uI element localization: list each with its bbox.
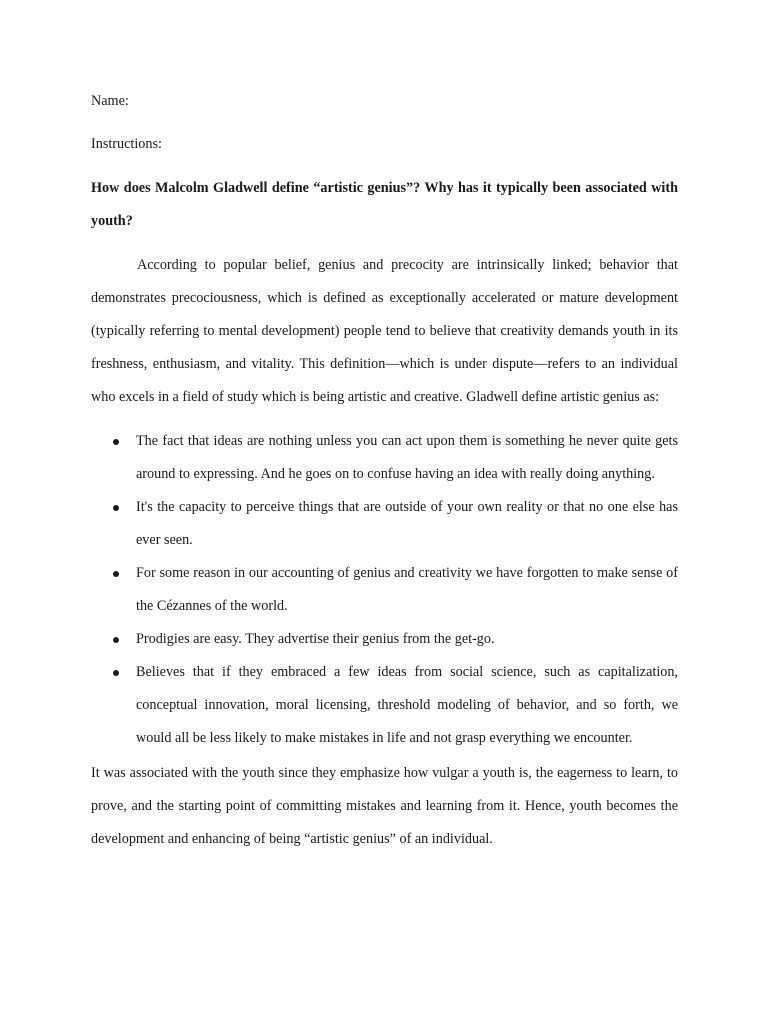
list-item — [91, 557, 678, 623]
instructions-label: Instructions: — [91, 136, 162, 152]
bullet-icon — [113, 439, 119, 445]
conclusion-paragraph: It was associated with the youth since they emphasize how vulgar a youth is, the eagerness to learn, to prove, and the starting point of committing mistakes and learning from it. Hence, youth becomes the development and enhancing of being “artistic genius” of an individual. — [91, 765, 678, 847]
list-item — [91, 656, 678, 755]
list-item-text: It's the capacity to perceive things that are outside of your own reality or that no one else has ever seen. — [136, 499, 678, 548]
bullet-icon — [113, 505, 119, 511]
name-label: Name: — [91, 93, 129, 109]
list-item-text: For some reason in our accounting of genius and creativity we have forgotten to make sense of the Cézannes of the world. — [136, 565, 678, 614]
list-item-text: Believes that if they embraced a few ideas from social science, such as capitalization, conceptual innovation, moral licensing, threshold modeling of behavior, and so forth, we would all be less likely to make mistakes in life and not grasp everything we encounter. — [136, 664, 678, 746]
list-item — [91, 425, 678, 491]
bullet-icon — [113, 571, 119, 577]
list-item-text: Prodigies are easy. They advertise their genius from the get-go. — [136, 631, 495, 647]
list-item — [91, 623, 678, 656]
document-body — [91, 89, 678, 856]
list-item-text: The fact that ideas are nothing unless you can act upon them is something he never quite gets around to expressing. And he goes on to confuse having an idea with really doing anything. — [136, 433, 678, 482]
list-item — [91, 491, 678, 557]
bullet-icon — [113, 637, 119, 643]
definition-list — [91, 425, 678, 755]
intro-paragraph: According to popular belief, genius and precocity are intrinsically linked; behavior that demonstrates precociousness, which is defined as exceptionally accelerated or mature development (typically referring to mental development) people tend to believe that creativity demands youth in its freshness, enthusiasm, and vitality. This definition—which is under dispute—refers to an individual who excels in a field of study which is being artistic and creative. Gladwell define artistic genius as: — [91, 257, 678, 405]
bullet-icon — [113, 670, 119, 676]
question-heading: How does Malcolm Gladwell define “artistic genius”? Why has it typically been associated with youth? — [91, 180, 678, 229]
